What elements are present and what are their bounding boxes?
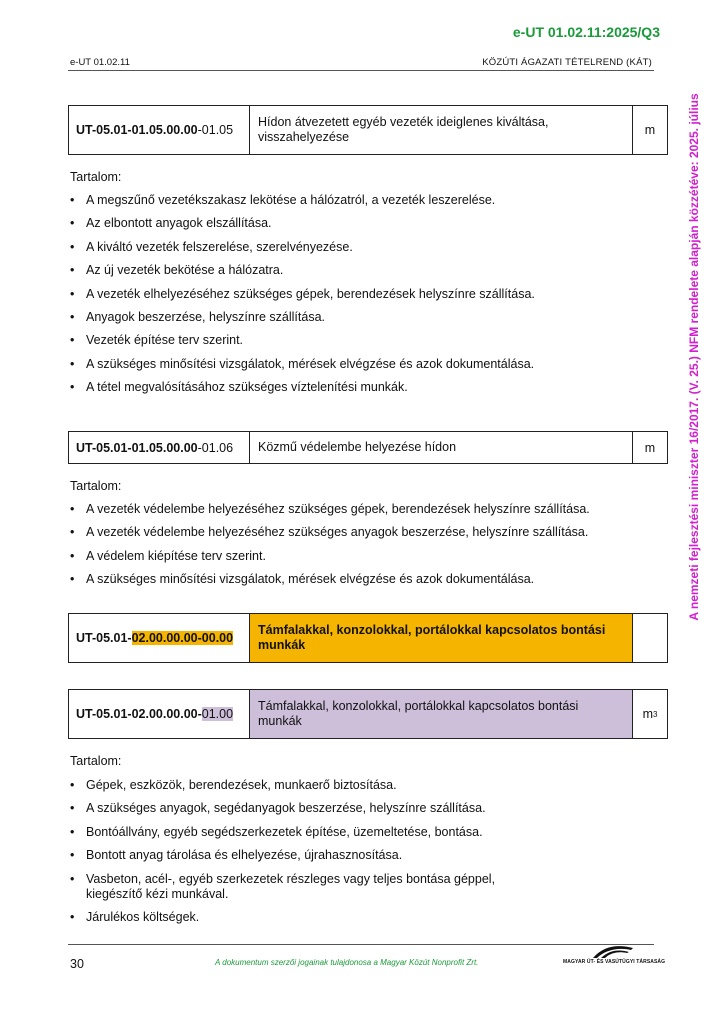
item-code-highlight: 01.00 [201,707,234,721]
item-code-suffix: -01.06 [197,440,234,455]
bullet-list [68,502,658,596]
road-logo-icon [563,944,658,960]
item-code-suffix: -01.05 [197,123,234,137]
item-row [68,613,668,663]
list-item: • Gépek, eszközök, berendezések, munkaerő biztosítása. [68,778,658,793]
item-code-main: UT-05.01-02.00.00.00- [76,707,202,721]
list-item: • A vezeték védelembe helyezéséhez szükséges anyagok beszerzése, helyszínre szállítása. [68,525,658,540]
item-code [69,690,250,738]
list-item: • A szükséges anyagok, segédanyagok beszerzése, helyszínre szállítása. [68,801,658,816]
side-note: A nemzeti fejlesztési miniszter 16/2017. (V. 25.) NFM rendelete alapján közzétéve: 2025. július [687,93,701,621]
list-item: • Az új vezeték bekötése a hálózatra. [68,263,658,278]
bullet-list [68,778,658,933]
list-item: • Az elbontott anyagok elszállítása. [68,216,658,231]
page-number: 30 [70,957,84,971]
section-label: Tartalom: [70,170,122,184]
list-item: • A kiváltó vezeték felszerelése, szerelvényezése. [68,240,658,255]
item-row [68,689,668,739]
list-item: • A tétel megvalósításához szükséges víztelenítési munkák. [68,380,658,395]
list-item: • A szükséges minősítési vizsgálatok, mérések elvégzése és azok dokumentálása. [68,357,658,372]
item-unit [633,614,667,662]
section-label: Tartalom: [70,479,122,493]
list-item: • A védelem kiépítése terv szerint. [68,549,658,564]
item-description: Közmű védelembe helyezése hídon [250,432,633,463]
footer-copyright: A dokumentum szerzői jogainak tulajdonosa a Magyar Közút Nonprofit Zrt. [215,958,479,967]
item-unit: m [644,123,656,137]
item-code-highlight: 02.00.00.00-00.00 [131,631,234,645]
item-description: Hídon átvezetett egyéb vezeték ideiglenes kiváltása, visszahelyezése [250,106,633,154]
item-description: Támfalakkal, konzolokkal, portálokkal kapcsolatos bontási munkák [250,614,633,662]
list-item: • Anyagok beszerzése, helyszínre szállítása. [68,310,658,325]
header-right: KÖZÚTI ÁGAZATI TÉTELREND (KÁT) [482,57,652,68]
item-code-main: UT-05.01-01.05.00.00 [76,123,198,137]
unit-superscript: 3 [652,709,658,719]
list-item: • Vasbeton, acél-, egyéb szerkezetek részleges vagy teljes bontása géppel, kiegészítő kézi munkával. [68,872,526,902]
doc-code: e-UT 01.02.11:2025/Q3 [512,24,660,40]
list-item: • A megszűnő vezetékszakasz lekötése a hálózatról, a vezeték leszerelése. [68,193,658,208]
item-unit: m [644,440,656,455]
item-code [69,614,250,662]
item-description: Támfalakkal, konzolokkal, portálokkal kapcsolatos bontási munkák [250,690,633,738]
header-divider [68,70,654,71]
list-item: • Járulékos költségek. [68,910,658,925]
list-item: • Vezeték építése terv szerint. [68,333,658,348]
list-item: • Bontott anyag tárolása és elhelyezése, újrahasznosítása. [68,848,658,863]
bullet-list [68,193,658,404]
list-item: • Bontóállvány, egyéb segédszerkezetek építése, üzemeltetése, bontása. [68,825,658,840]
section-label: Tartalom: [70,754,122,768]
list-item: • A szükséges minősítési vizsgálatok, mérések elvégzése és azok dokumentálása. [68,572,658,587]
item-code-main: UT-05.01-01.05.00.00 [76,440,198,455]
item-code-main: UT-05.01- [76,631,132,645]
publisher-logo [563,944,666,970]
list-item: • A vezeték elhelyezéséhez szükséges gépek, berendezések helyszínre szállítása. [68,287,658,302]
item-code [69,432,250,463]
header-left: e-UT 01.02.11 [70,57,130,68]
list-item: • A vezeték védelembe helyezéséhez szükséges gépek, berendezések helyszínre szállítása. [68,502,658,517]
item-row [68,105,668,155]
item-row [68,431,668,464]
logo-text: MAGYAR ÚT- ÉS VASÚTÜGYI TÁRSASÁG [563,959,666,965]
unit-value: m [642,707,653,721]
item-code [69,106,250,154]
item-unit [633,690,667,738]
